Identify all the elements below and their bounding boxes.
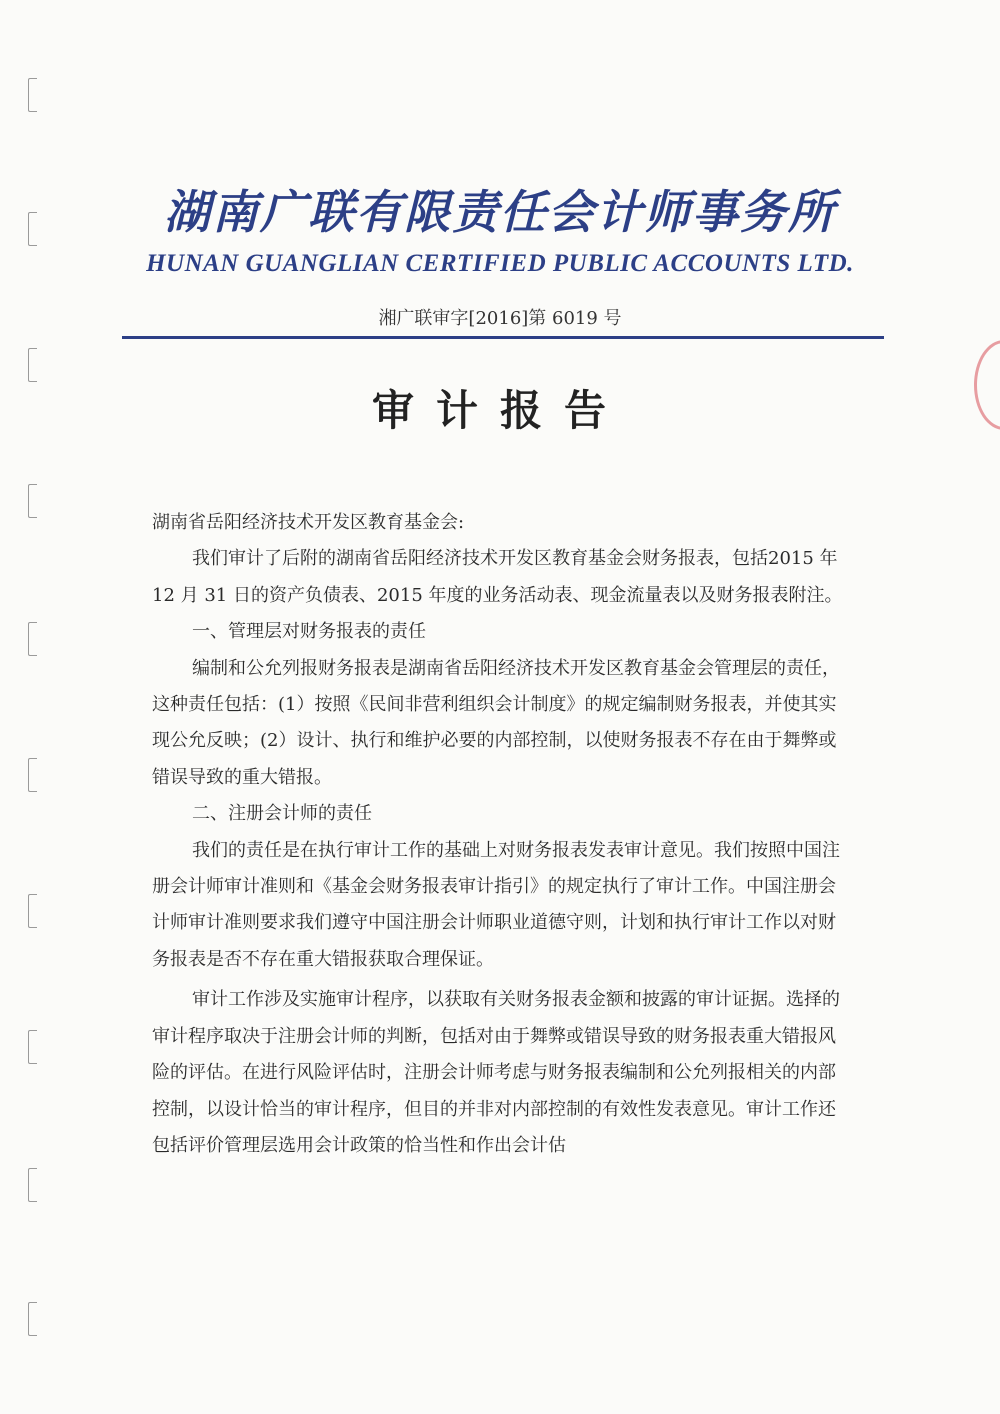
firm-name-cn: 湖南广联有限责任会计师事务所 [164, 185, 836, 239]
intro-paragraph: 我们审计了后附的湖南省岳阳经济技术开发区教育基金会财务报表，包括2015 年 12 月 31 日的资产负债表、2015 年度的业务活动表、现金流量表以及财务报表附注。 [152, 548, 843, 606]
section-heading-management: 一、管理层对财务报表的责任 [192, 621, 426, 643]
management-responsibility-paragraph: 编制和公允列报财务报表是湖南省岳阳经济技术开发区教育基金会管理层的责任，这种责任包括：(1）按照《民间非营利组织会计制度》的规定编制财务报表，并使其实现公允反映；(2）设计、执行和维护必要的内部控制，以使财务报表不存在由于舞弊或错误导致的重大错报。 [152, 657, 840, 788]
binder-mark [28, 1168, 37, 1202]
binder-mark [28, 1030, 37, 1064]
document-title: 审计报告 [371, 386, 628, 435]
firm-name-en: HUNAN GUANGLIAN CERTIFIED PUBLIC ACCOUNTS LTD. [146, 250, 854, 277]
report-body [152, 505, 852, 1164]
letterhead-divider [122, 336, 884, 339]
binder-mark [28, 348, 37, 382]
binder-mark [28, 622, 37, 656]
binder-mark [28, 484, 37, 518]
auditor-responsibility-paragraph: 我们的责任是在执行审计工作的基础上对财务报表发表审计意见。我们按照中国注册会计师审计准则和《基金会财务报表审计指引》的规定执行了审计工作。中国注册会计师审计准则要求我们遵守中国注册会计师职业道德守则，计划和执行审计工作以对财务报表是否不存在重大错报获取合理保证。 [152, 839, 840, 970]
reference-number: 湘广联审字[2016]第 6019 号 [378, 308, 622, 329]
addressee: 湖南省岳阳经济技术开发区教育基金会: [152, 512, 465, 533]
binder-mark [28, 1302, 37, 1336]
binder-mark [28, 78, 37, 112]
audit-procedure-paragraph: 审计工作涉及实施审计程序，以获取有关财务报表金额和披露的审计证据。选择的审计程序取决于注册会计师的判断，包括对由于舞弊或错误导致的财务报表重大错报风险的评估。在进行风险评估时，注册会计师考虑与财务报表编制和公允列报相关的内部控制，以设计恰当的审计程序，但目的并非对内部控制的有效性发表意见。审计工作还包括评价管理层选用会计政策的恰当性和作出会计估 [152, 989, 840, 1156]
section-heading-auditor: 二、注册会计师的责任 [192, 803, 372, 825]
binder-mark [28, 894, 37, 928]
binder-mark [28, 758, 37, 792]
